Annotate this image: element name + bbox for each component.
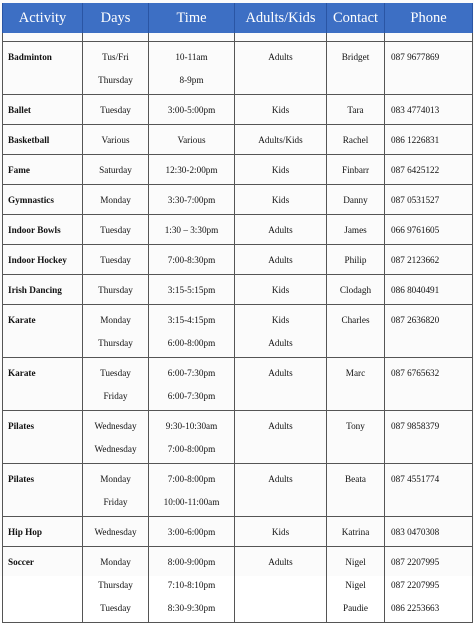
cell-adults-kids-line: Kids: [271, 315, 290, 325]
table-row: [3, 125, 473, 155]
cell-phone-line: 066 9761605: [391, 225, 440, 235]
table-row: [3, 358, 473, 411]
cell-time-line: 3:30-7:00pm: [167, 195, 216, 205]
cell-activity: Basketball: [3, 125, 83, 155]
cell-days-line: Thursday: [98, 75, 133, 85]
cell-adults-kids: [235, 42, 327, 95]
cell-days-line: Monday: [100, 195, 131, 205]
cell-phone: [385, 547, 473, 623]
cell-time-line: 12:30-2:00pm: [165, 165, 218, 175]
cell-phone: [385, 411, 473, 464]
header-contact: Contact: [327, 3, 385, 33]
cell-adults-kids-line: Kids: [271, 195, 290, 205]
cell-phone-line: 087 9858379: [391, 421, 440, 431]
cell-contact: [327, 245, 385, 275]
cell-time-line: 7:00-8:00pm: [167, 444, 216, 454]
cell-days-line: Tuesday: [100, 225, 131, 235]
cell-adults-kids-line: Adults: [268, 255, 293, 265]
cell-days: [83, 42, 149, 95]
cell-phone: [385, 464, 473, 517]
cell-contact: [327, 305, 385, 358]
cell-days: [83, 245, 149, 275]
cell-contact: [327, 215, 385, 245]
cell-time-line: 7:00-8:00pm: [167, 474, 216, 484]
cell-days: [83, 185, 149, 215]
cell-days-line: Tuesday: [100, 255, 131, 265]
cell-time-line: 3:15-4:15pm: [167, 315, 216, 325]
cell-days: [83, 155, 149, 185]
cell-adults-kids: [235, 275, 327, 305]
header-adults-kids: Adults/Kids: [235, 3, 327, 33]
cell-days-line: Monday: [100, 474, 131, 484]
cell-adults-kids-line: Kids: [271, 165, 290, 175]
table-row: [3, 464, 473, 517]
cell-activity: Pilates: [3, 464, 83, 517]
activities-table: [2, 3, 473, 623]
cell-contact: [327, 464, 385, 517]
cell-days: [83, 358, 149, 411]
cell-time: [149, 215, 235, 245]
cell-adults-kids: [235, 245, 327, 275]
cell-days-line: Friday: [103, 497, 128, 507]
header-days: Days: [83, 3, 149, 33]
cell-activity: Badminton: [3, 42, 83, 95]
cell-phone: [385, 185, 473, 215]
cell-days-line: Monday: [100, 315, 131, 325]
cell-days-line: Thursday: [98, 285, 133, 295]
cell-contact-line: Philip: [344, 255, 367, 265]
cell-time: [149, 358, 235, 411]
cell-phone: [385, 245, 473, 275]
cell-time: [149, 547, 235, 623]
cell-adults-kids: [235, 411, 327, 464]
cell-days-line: Tuesday: [100, 603, 131, 613]
cell-phone: [385, 155, 473, 185]
cell-phone-line: 087 2123662: [391, 255, 440, 265]
cell-days-line: Wednesday: [94, 527, 137, 537]
table-row: [3, 245, 473, 275]
cell-time-line: 10-11am: [175, 52, 208, 62]
cell-time: [149, 42, 235, 95]
cell-time-line: 8-9pm: [179, 75, 204, 85]
cell-contact-line: Bridget: [341, 52, 370, 62]
cell-activity: Fame: [3, 155, 83, 185]
cell-adults-kids: [235, 155, 327, 185]
header-phone: Phone: [385, 3, 473, 33]
cell-adults-kids: [235, 305, 327, 358]
cell-time: [149, 275, 235, 305]
cell-adults-kids-line: Adults: [268, 368, 293, 378]
header-activity: Activity: [3, 3, 83, 33]
cell-days: [83, 411, 149, 464]
cell-phone: [385, 125, 473, 155]
cell-contact-line: Beata: [345, 474, 366, 484]
cell-phone: [385, 305, 473, 358]
cell-time: [149, 245, 235, 275]
cell-contact: [327, 275, 385, 305]
cell-time: [149, 464, 235, 517]
cell-phone-line: 087 6765632: [391, 368, 440, 378]
cell-adults-kids-line: Adults: [268, 338, 293, 348]
cell-phone-line: 086 1226831: [391, 135, 440, 145]
cell-days: [83, 275, 149, 305]
cell-phone-line: 086 8040491: [391, 285, 440, 295]
cell-time-line: 10:00-11:00am: [163, 497, 220, 507]
cell-days-line: Saturday: [99, 165, 132, 175]
cell-contact: [327, 95, 385, 125]
cell-days: [83, 95, 149, 125]
cell-phone-line: 086 2253663: [391, 603, 440, 613]
cell-time: [149, 125, 235, 155]
cell-time-line: 6:00-7:30pm: [167, 391, 216, 401]
cell-time-line: 7:00-8:30pm: [167, 255, 216, 265]
cell-adults-kids-line: Adults: [268, 52, 293, 62]
cell-contact-line: Tara: [347, 105, 364, 115]
cell-phone: [385, 95, 473, 125]
cell-days: [83, 305, 149, 358]
cell-contact: [327, 185, 385, 215]
cell-adults-kids: [235, 185, 327, 215]
cell-days-line: Wednesday: [94, 444, 137, 454]
cell-activity: Indoor Hockey: [3, 245, 83, 275]
cell-time-line: 3:15-5:15pm: [167, 285, 216, 295]
cell-adults-kids-line: Adults: [268, 557, 293, 567]
cell-activity: Pilates: [3, 411, 83, 464]
cell-days-line: Various: [101, 135, 130, 145]
cell-time-line: 8:00-9:00pm: [167, 557, 216, 567]
cell-adults-kids-line: Adults: [268, 421, 293, 431]
cell-adults-kids: [235, 215, 327, 245]
cell-phone: [385, 215, 473, 245]
table-row: [3, 547, 473, 623]
cell-adults-kids: [235, 517, 327, 547]
cell-activity: Ballet: [3, 95, 83, 125]
cell-time: [149, 185, 235, 215]
cell-contact: [327, 547, 385, 623]
cell-contact-line: Katrina: [341, 527, 370, 537]
table-row: [3, 275, 473, 305]
cell-phone: [385, 275, 473, 305]
cell-activity: Soccer: [3, 547, 83, 623]
cell-phone: [385, 517, 473, 547]
cell-contact: [327, 125, 385, 155]
cell-days-line: Thursday: [98, 580, 133, 590]
cell-contact-line: Charles: [341, 315, 370, 325]
cell-phone-line: 087 0531527: [391, 195, 440, 205]
cell-time-line: 9:30-10:30am: [165, 421, 218, 431]
cell-phone-line: 083 0470308: [391, 527, 440, 537]
cell-phone-line: 087 2207995: [391, 580, 440, 590]
cell-phone-line: 087 2636820: [391, 315, 440, 325]
table-row: [3, 517, 473, 547]
cell-time: [149, 517, 235, 547]
cell-adults-kids-line: Kids: [271, 285, 290, 295]
cell-days: [83, 517, 149, 547]
cell-days: [83, 547, 149, 623]
table-row: [3, 215, 473, 245]
cell-time-line: 1:30 – 3:30pm: [164, 225, 219, 235]
cell-activity: Gymnastics: [3, 185, 83, 215]
cell-contact-line: Clodagh: [339, 285, 372, 295]
cell-adults-kids-line: Adults: [268, 225, 293, 235]
cell-phone-line: 087 2207995: [391, 557, 440, 567]
cell-contact-line: Tony: [346, 421, 365, 431]
cell-adults-kids: [235, 464, 327, 517]
cell-contact-line: James: [344, 225, 367, 235]
cell-contact: [327, 411, 385, 464]
cell-phone-line: 083 4774013: [391, 105, 440, 115]
cell-adults-kids-line: Kids: [271, 105, 290, 115]
cell-adults-kids: [235, 358, 327, 411]
cell-phone-line: 087 4551774: [391, 474, 440, 484]
cell-adults-kids-line: Adults/Kids: [258, 135, 303, 145]
header-time: Time: [149, 3, 235, 33]
cell-days-line: Monday: [100, 557, 131, 567]
cell-activity: Irish Dancing: [3, 275, 83, 305]
cell-time: [149, 305, 235, 358]
header-gap: [3, 33, 473, 42]
cell-contact-line: Nigel: [345, 580, 366, 590]
cell-contact: [327, 42, 385, 95]
cell-time: [149, 155, 235, 185]
cell-phone: [385, 358, 473, 411]
cell-days-line: Tus/Fri: [102, 52, 129, 62]
cell-days-line: Tuesday: [100, 105, 131, 115]
cell-adults-kids: [235, 125, 327, 155]
cell-days-line: Thursday: [98, 338, 133, 348]
cell-activity: Karate: [3, 305, 83, 358]
cell-activity: Indoor Bowls: [3, 215, 83, 245]
cell-contact-line: Paudie: [342, 603, 368, 613]
table-row: [3, 95, 473, 125]
cell-days-line: Friday: [103, 391, 128, 401]
cell-contact: [327, 358, 385, 411]
cell-phone-line: 087 9677869: [391, 52, 440, 62]
cell-adults-kids: [235, 547, 327, 623]
cell-days: [83, 464, 149, 517]
cell-time: [149, 95, 235, 125]
cell-contact-line: Rachel: [342, 135, 369, 145]
cell-days-line: Tuesday: [100, 368, 131, 378]
cell-days-line: Wednesday: [94, 421, 137, 431]
cell-phone: [385, 42, 473, 95]
table-row: [3, 155, 473, 185]
cell-adults-kids-line: Kids: [271, 527, 290, 537]
table-row: [3, 411, 473, 464]
cell-time-line: Various: [177, 135, 206, 145]
table-row: [3, 185, 473, 215]
cell-time-line: 3:00-6:00pm: [167, 527, 216, 537]
cell-time-line: 6:00-7:30pm: [167, 368, 216, 378]
cell-days: [83, 125, 149, 155]
cell-time-line: 3:00-5:00pm: [167, 105, 216, 115]
cell-contact-line: Marc: [345, 368, 366, 378]
cell-adults-kids: [235, 95, 327, 125]
cell-time: [149, 411, 235, 464]
table-row: [3, 42, 473, 95]
table-row: [3, 305, 473, 358]
cell-adults-kids-line: Adults: [268, 474, 293, 484]
cell-contact-line: Danny: [343, 195, 368, 205]
cell-contact: [327, 517, 385, 547]
cell-phone-line: 087 6425122: [391, 165, 440, 175]
cell-activity: Karate: [3, 358, 83, 411]
cell-contact-line: Nigel: [345, 557, 366, 567]
cell-activity: Hip Hop: [3, 517, 83, 547]
cell-contact: [327, 155, 385, 185]
header-row: [3, 3, 473, 33]
cell-contact-line: Finbarr: [341, 165, 370, 175]
cell-time-line: 8:30-9:30pm: [167, 603, 216, 613]
cell-days: [83, 215, 149, 245]
cell-time-line: 6:00-8:00pm: [167, 338, 216, 348]
cell-time-line: 7:10-8:10pm: [167, 580, 216, 590]
